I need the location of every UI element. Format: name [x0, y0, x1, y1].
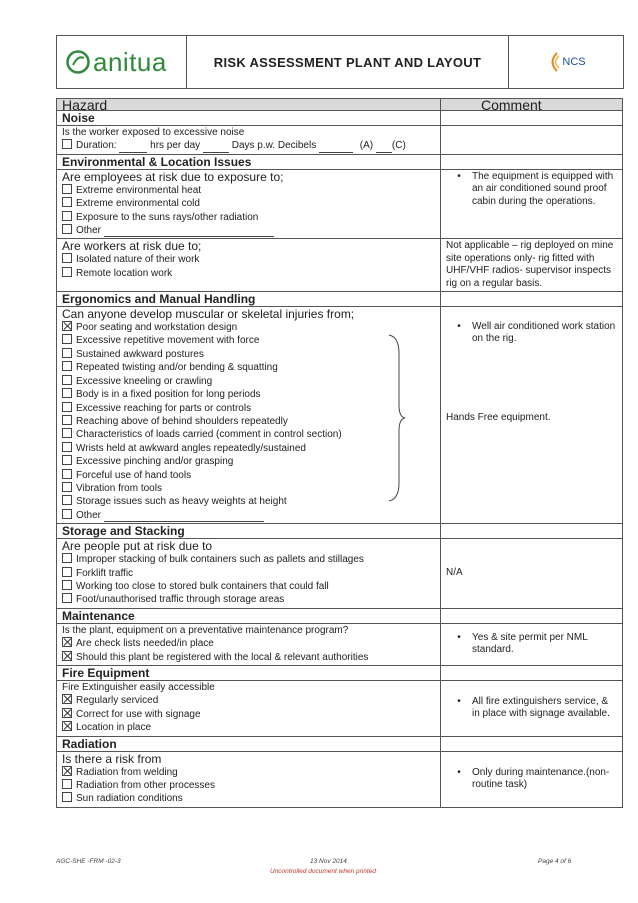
- checkbox[interactable]: [62, 211, 72, 221]
- storage-row: [57, 539, 623, 609]
- environment-question-2: Are workers at risk due to;: [62, 239, 202, 254]
- section-title: Noise: [57, 111, 441, 126]
- right-brace-icon: [385, 333, 407, 503]
- checkbox-checked[interactable]: [62, 651, 72, 661]
- risk-assessment-table: [56, 98, 623, 808]
- comment-bullet: • The equipment is equipped with an air conditioned sound proof cabin during the operations.: [446, 171, 617, 208]
- environment-row-1: [57, 169, 623, 239]
- checkbox[interactable]: [62, 469, 72, 479]
- column-header-comment: Comment: [441, 99, 623, 111]
- checkbox-checked[interactable]: [62, 708, 72, 718]
- checkbox[interactable]: [62, 388, 72, 398]
- checkbox-checked[interactable]: [62, 694, 72, 704]
- checkbox[interactable]: [62, 197, 72, 207]
- checkbox[interactable]: [62, 361, 72, 371]
- anitua-logo-text: anitua: [93, 46, 167, 77]
- environment-comment-2: Not applicable – rig deployed on mine site operations only- rig fitted with UHF/VHF radios- supervisor inspects rig on a regular basis.: [446, 240, 614, 289]
- list-item: Excessive repetitive movement with force: [62, 334, 435, 347]
- checkbox[interactable]: [62, 792, 72, 802]
- fire-question: Fire Extinguisher easily accessible: [62, 682, 215, 693]
- section-title: Storage and Stacking: [57, 524, 441, 539]
- list-item: Storage issues such as heavy weights at height: [62, 495, 435, 508]
- checkbox[interactable]: [62, 415, 72, 425]
- checkbox[interactable]: [62, 348, 72, 358]
- footer-page-number: Page 4 of 6: [538, 858, 572, 865]
- list-item: Exposure to the suns rays/other radiation: [62, 211, 435, 224]
- checkbox[interactable]: [62, 553, 72, 563]
- maintenance-row: [57, 623, 623, 665]
- comment-bullet: • Only during maintenance.(non-routine task): [446, 767, 617, 792]
- section-environment-title-row: [57, 154, 623, 169]
- ergonomics-question: Can anyone develop muscular or skeletal injuries from;: [62, 307, 355, 322]
- list-item: Other: [62, 224, 435, 237]
- blank-line: [104, 512, 264, 522]
- checkbox[interactable]: [62, 779, 72, 789]
- comment-bullet: • All fire extinguishers service, & in place with signage available.: [446, 696, 617, 721]
- list-item: Extreme environmental cold: [62, 197, 435, 210]
- comment-bullet: • Yes & site permit per NML standard.: [446, 632, 617, 657]
- list-item: Forklift traffic: [62, 567, 435, 580]
- ergonomics-row: [57, 307, 623, 524]
- comment-bullet: • Well air conditioned work station on the rig.: [457, 321, 616, 345]
- list-item: Wrists held at awkward angles repeatedly/sustained: [62, 442, 435, 455]
- noise-question: Is the worker exposed to excessive noise: [62, 127, 245, 138]
- footer-date: 13 Nov 2014: [310, 858, 347, 865]
- checkbox[interactable]: [62, 442, 72, 452]
- list-item: Remote location work: [62, 267, 435, 280]
- environment-question-1: Are employees at risk due to exposure to;: [62, 169, 284, 184]
- radiation-question: Is there a risk from: [62, 751, 162, 766]
- checkbox-checked[interactable]: [62, 721, 72, 731]
- list-item: Foot/unauthorised traffic through storage areas: [62, 593, 435, 606]
- checkbox[interactable]: [62, 184, 72, 194]
- checkbox[interactable]: [62, 139, 72, 149]
- anitua-logo: [57, 36, 187, 88]
- ergonomics-comment-1: Well air conditioned work station on the rig.: [472, 321, 616, 345]
- section-title: Fire Equipment: [57, 666, 441, 681]
- section-title: Radiation: [57, 736, 441, 751]
- checkbox-checked[interactable]: [62, 766, 72, 776]
- checkbox[interactable]: [62, 375, 72, 385]
- noise-duration-line: Duration: hrs per day Days p.w. Decibels (A) (C): [62, 139, 435, 152]
- section-title: Environmental & Location Issues: [57, 154, 441, 169]
- document-header: [56, 35, 624, 89]
- checkbox-checked[interactable]: [62, 321, 72, 331]
- list-item: Excessive reaching for parts or controls: [62, 402, 435, 415]
- noise-row: [57, 126, 623, 155]
- list-item: Body is in a fixed position for long periods: [62, 388, 435, 401]
- ncs-arc-icon: [546, 51, 560, 73]
- fire-comment: All fire extinguishers service, & in place with signage available.: [472, 695, 610, 720]
- list-item: Radiation from welding: [62, 766, 435, 779]
- blank-line: [119, 143, 147, 153]
- list-item: Forceful use of hand tools: [62, 469, 435, 482]
- section-radiation-title-row: [57, 736, 623, 751]
- list-item: Excessive kneeling or crawling: [62, 375, 435, 388]
- list-item: Repeated twisting and/or bending & squatting: [62, 361, 435, 374]
- document-title: RISK ASSESSMENT PLANT AND LAYOUT: [187, 36, 509, 88]
- checkbox[interactable]: [62, 402, 72, 412]
- section-fire-title-row: [57, 666, 623, 681]
- list-item: Isolated nature of their work: [62, 253, 435, 266]
- list-item: Other: [62, 509, 435, 522]
- storage-comment: N/A: [446, 567, 463, 579]
- checkbox-checked[interactable]: [62, 637, 72, 647]
- list-item: Improper stacking of bulk containers such as pallets and stillages: [62, 553, 435, 566]
- ncs-logo-text: NCS: [562, 56, 586, 68]
- list-item: Radiation from other processes: [62, 779, 435, 792]
- list-item: Extreme environmental heat: [62, 184, 435, 197]
- list-item: Working too close to stored bulk containers that could fall: [62, 580, 435, 593]
- storage-question: Are people put at risk due to: [62, 539, 213, 554]
- section-title: Ergonomics and Manual Handling: [57, 292, 441, 307]
- checkbox[interactable]: [62, 253, 72, 263]
- list-item: Are check lists needed/in place: [62, 637, 435, 650]
- list-item: Sun radiation conditions: [62, 792, 435, 805]
- section-maintenance-title-row: [57, 608, 623, 623]
- list-item: Reaching above of behind shoulders repeatedly: [62, 415, 435, 428]
- section-storage-title-row: [57, 524, 623, 539]
- maintenance-comment: Yes & site permit per NML standard.: [472, 631, 588, 656]
- blank-line: [203, 143, 229, 153]
- radiation-comment: Only during maintenance.(non-routine task): [472, 766, 610, 791]
- list-item: Should this plant be registered with the local & relevant authorities: [62, 651, 435, 664]
- list-item: Excessive pinching and/or grasping: [62, 455, 435, 468]
- list-item: Regularly serviced: [62, 694, 435, 707]
- ergonomics-comment-2: Hands Free equipment.: [446, 411, 551, 423]
- section-ergonomics-title-row: [57, 292, 623, 307]
- list-item: Characteristics of loads carried (comment in control section): [62, 428, 435, 441]
- fire-row: [57, 681, 623, 737]
- environment-row-2: [57, 239, 623, 292]
- list-item: Poor seating and workstation design: [62, 321, 435, 334]
- list-item: Correct for use with signage: [62, 708, 435, 721]
- column-header-hazard: Hazard: [57, 99, 441, 111]
- checkbox[interactable]: [62, 482, 72, 492]
- blank-line: [376, 143, 392, 153]
- section-title: Maintenance: [57, 608, 441, 623]
- table-header-row: [57, 99, 623, 111]
- blank-line: [104, 227, 274, 237]
- footer-doc-code: AGC-SHE -FRM -02-3: [56, 858, 121, 865]
- list-item: Location in place: [62, 721, 435, 734]
- checkbox[interactable]: [62, 567, 72, 577]
- list-item: Sustained awkward postures: [62, 348, 435, 361]
- list-item: Vibration from tools: [62, 482, 435, 495]
- environment-comment-1: The equipment is equipped with an air conditioned sound proof cabin during the operations.: [472, 170, 614, 207]
- checkbox[interactable]: [62, 267, 72, 277]
- checkbox[interactable]: [62, 455, 72, 465]
- footer-uncontrolled-notice: Uncontrolled document when printed: [270, 868, 376, 875]
- checkbox[interactable]: [62, 509, 72, 519]
- anitua-swirl-icon: [65, 49, 91, 75]
- section-noise-title-row: [57, 111, 623, 126]
- blank-line: [319, 143, 353, 153]
- checkbox[interactable]: [62, 334, 72, 344]
- maintenance-question: Is the plant, equipment on a preventative maintenance program?: [62, 624, 349, 636]
- checkbox[interactable]: [62, 428, 72, 438]
- radiation-row: [57, 751, 623, 807]
- checkbox[interactable]: [62, 580, 72, 590]
- checkbox[interactable]: [62, 495, 72, 505]
- checkbox[interactable]: [62, 224, 72, 234]
- checkbox[interactable]: [62, 593, 72, 603]
- ncs-logo: [509, 36, 623, 88]
